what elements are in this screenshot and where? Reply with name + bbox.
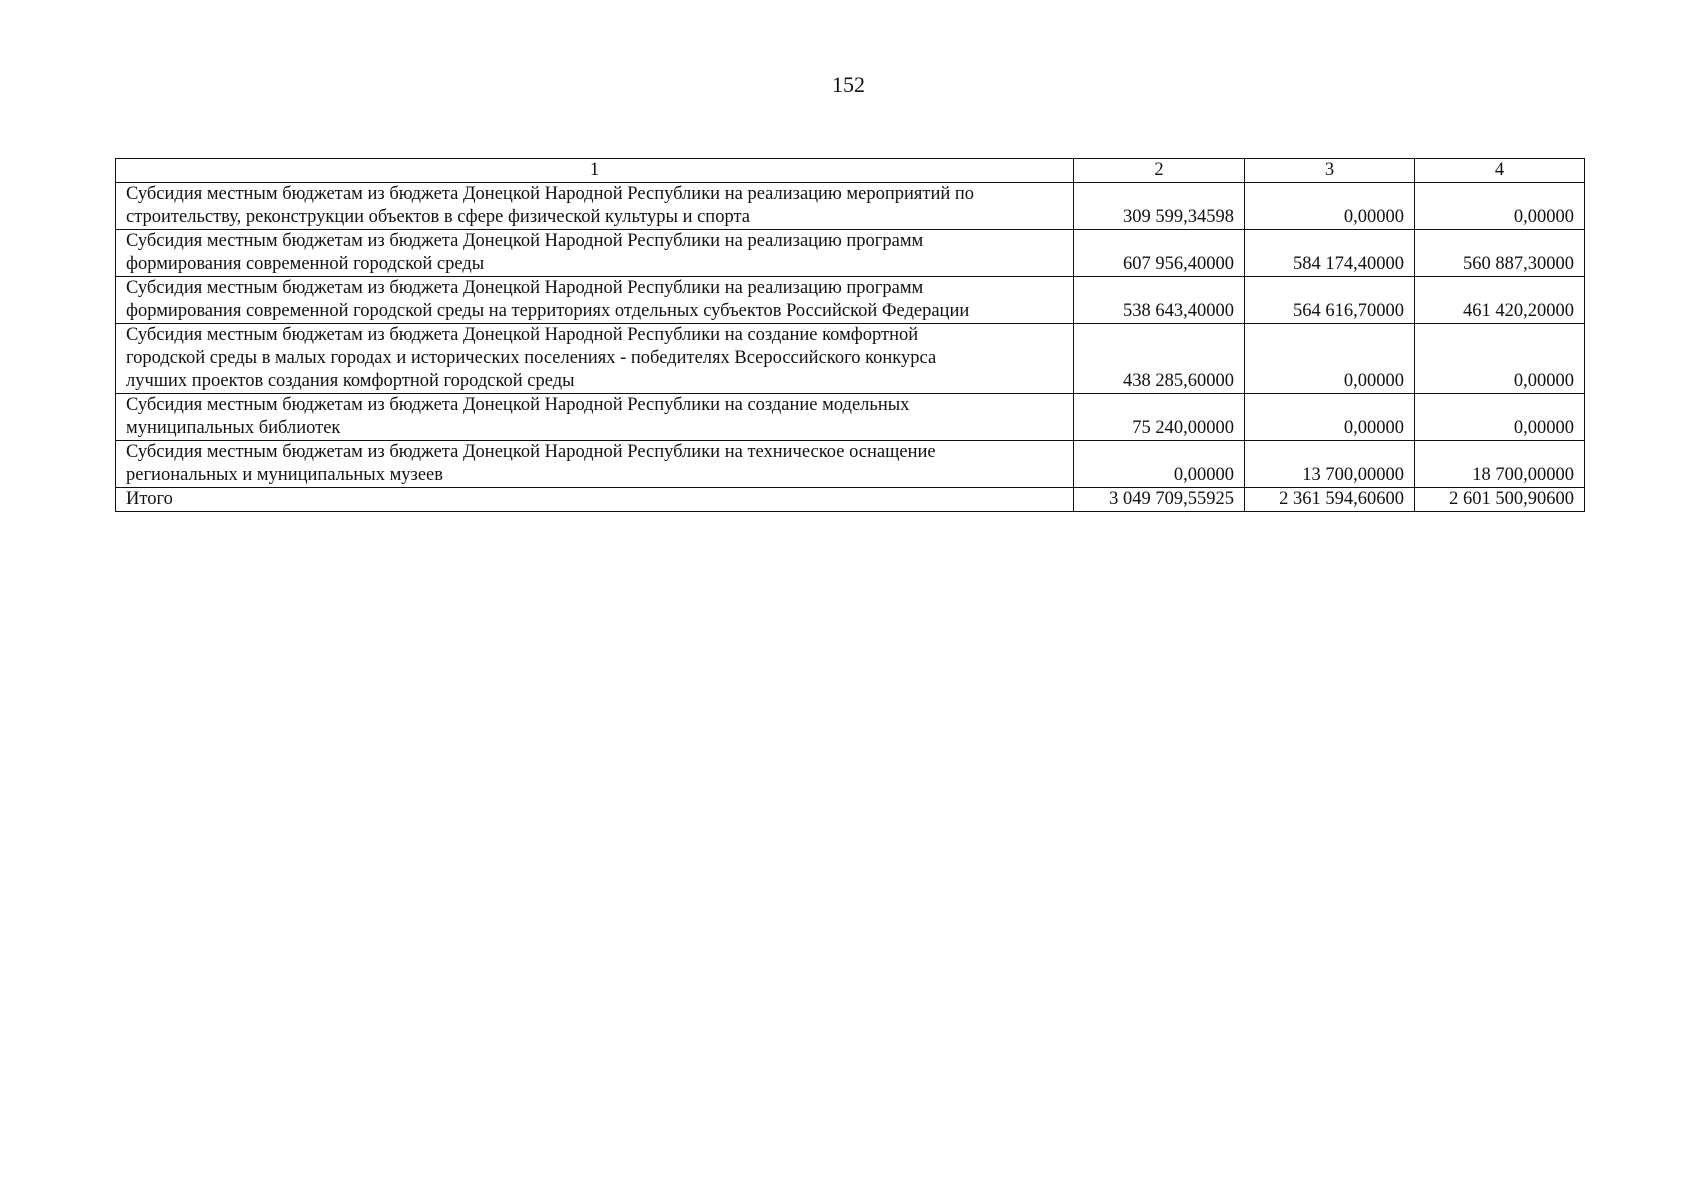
amount-col3: 584 174,40000 (1245, 230, 1415, 277)
amount-col3: 564 616,70000 (1245, 277, 1415, 324)
amount-col2: 438 285,60000 (1074, 324, 1245, 394)
table-row (116, 324, 1585, 394)
total-row (116, 488, 1585, 512)
table-row (116, 230, 1585, 277)
table-row (116, 277, 1585, 324)
amount-col2: 538 643,40000 (1074, 277, 1245, 324)
header-row (116, 159, 1585, 183)
total-col4: 2 601 500,90600 (1415, 488, 1585, 512)
column-header-4: 4 (1415, 159, 1585, 183)
subsidy-name: Субсидия местным бюджетам из бюджета Донецкой Народной Республики на создание комфортной городской среды в малых городах и исторических поселениях - победителях Всероссийского конкурса лучших проектов создания комфортной городской среды (116, 324, 1074, 394)
subsidy-name: Субсидия местным бюджетам из бюджета Донецкой Народной Республики на реализацию программ формирования современной городской среды (116, 230, 1074, 277)
subsidy-name: Субсидия местным бюджетам из бюджета Донецкой Народной Республики на реализацию мероприятий по строительству, реконструкции объектов в сфере физической культуры и спорта (116, 183, 1074, 230)
subsidy-name: Субсидия местным бюджетам из бюджета Донецкой Народной Республики на техническое оснащение региональных и муниципальных музеев (116, 441, 1074, 488)
amount-col2: 0,00000 (1074, 441, 1245, 488)
total-col2: 3 049 709,55925 (1074, 488, 1245, 512)
column-header-2: 2 (1074, 159, 1245, 183)
amount-col4: 461 420,20000 (1415, 277, 1585, 324)
amount-col3: 0,00000 (1245, 394, 1415, 441)
amount-col2: 607 956,40000 (1074, 230, 1245, 277)
amount-col4: 0,00000 (1415, 324, 1585, 394)
amount-col4: 0,00000 (1415, 394, 1585, 441)
total-label: Итого (116, 488, 1074, 512)
amount-col3: 0,00000 (1245, 324, 1415, 394)
amount-col4: 18 700,00000 (1415, 441, 1585, 488)
amount-col4: 560 887,30000 (1415, 230, 1585, 277)
table-row (116, 441, 1585, 488)
total-col3: 2 361 594,60600 (1245, 488, 1415, 512)
column-header-3: 3 (1245, 159, 1415, 183)
table-row (116, 394, 1585, 441)
subsidy-name: Субсидия местным бюджетам из бюджета Донецкой Народной Республики на создание модельных муниципальных библиотек (116, 394, 1074, 441)
amount-col4: 0,00000 (1415, 183, 1585, 230)
column-header-1: 1 (116, 159, 1074, 183)
page-number: 152 (832, 72, 865, 97)
amount-col3: 0,00000 (1245, 183, 1415, 230)
amount-col2: 75 240,00000 (1074, 394, 1245, 441)
budget-table (115, 158, 1585, 512)
amount-col3: 13 700,00000 (1245, 441, 1415, 488)
amount-col2: 309 599,34598 (1074, 183, 1245, 230)
subsidy-name: Субсидия местным бюджетам из бюджета Донецкой Народной Республики на реализацию программ формирования современной городской среды на территориях отдельных субъектов Российской Федерации (116, 277, 1074, 324)
table-row (116, 183, 1585, 230)
